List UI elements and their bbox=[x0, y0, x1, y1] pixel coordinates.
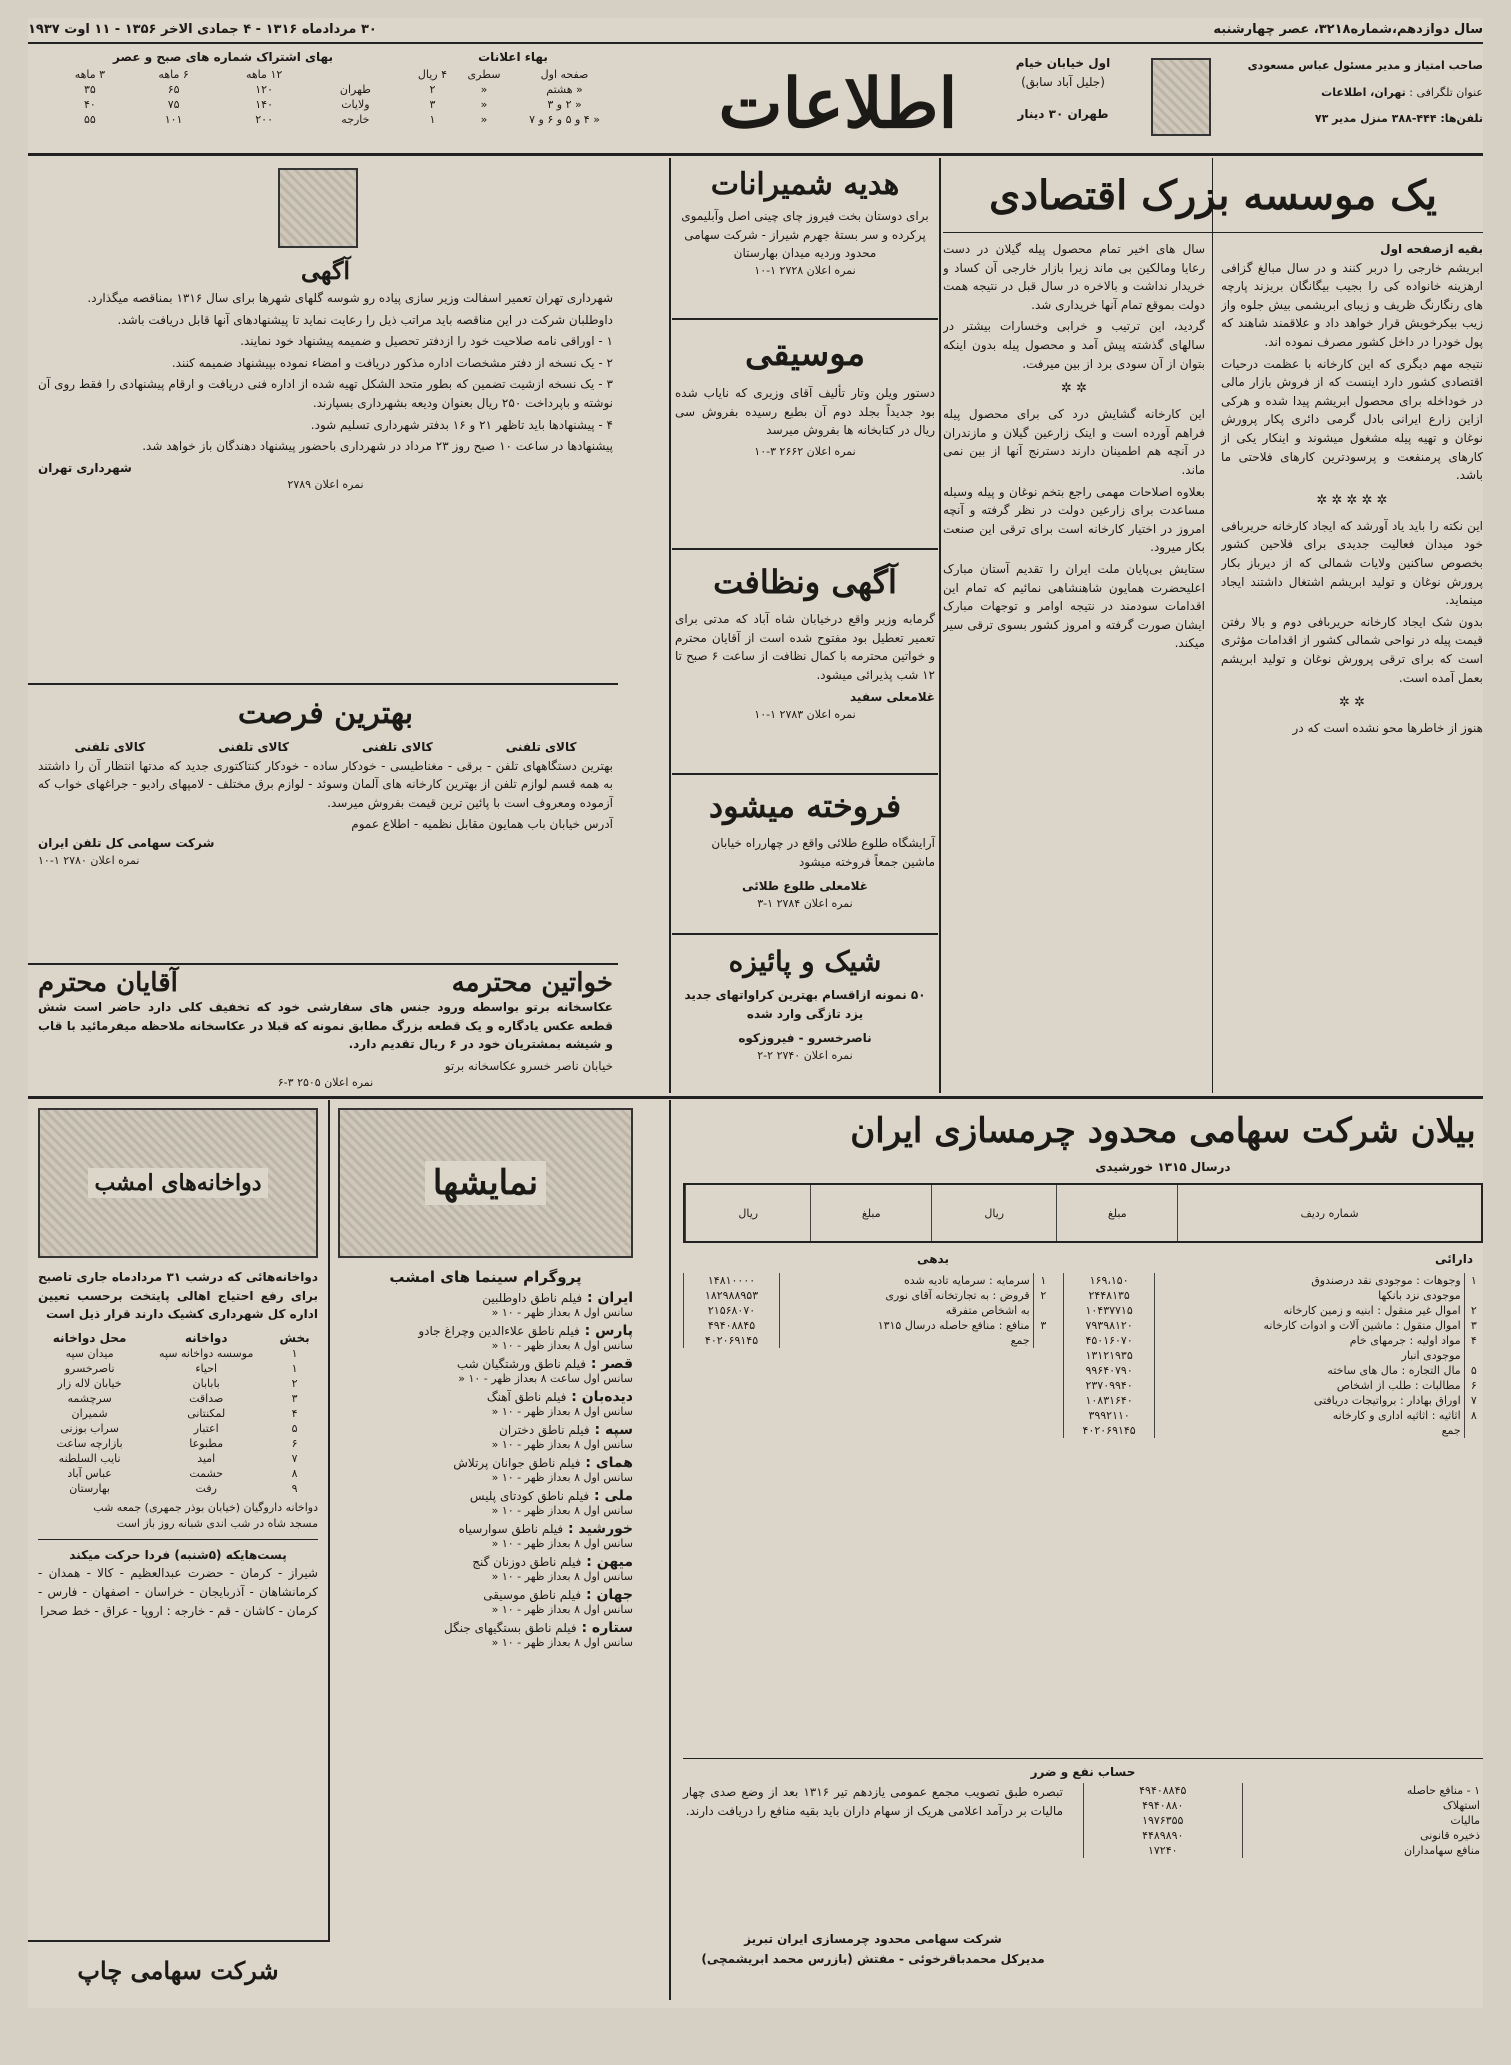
cinema-times: سانس اول ۸ بعداز ظهر - ۱۰ « bbox=[491, 1603, 633, 1616]
pharmacy-cell: ناصرخسرو bbox=[64, 1361, 115, 1375]
cinema-name: سپه : bbox=[589, 1422, 633, 1438]
row-number: ۲ bbox=[1033, 1288, 1053, 1303]
pharmacy-header bbox=[38, 1330, 318, 1346]
row-amount: ۱۳۱۲۱۹۳۵ bbox=[1064, 1348, 1155, 1363]
pharmacy-cell: سرچشمه bbox=[67, 1391, 112, 1405]
cinema-program: پروگرام سینما های امشب ایران : فیلم ناطق داوطلبین سانس اول ۸ بعداز ظهر - ۱۰ « پارس : فیلم ناطق علاءالدین وچراغ جادو سانس اول ۸ بعداز ظهر - ۱۰ « قصر : فیلم ناطق ورشتگیان شب سانس اول ساعت ۸ بعداز ظهر - ۱۰ « دیده‌بان : فیلم ناطق آهنگ سانس اول ۸ بعداز ظهر - ۱۰ « سپه : فیلم ناطق دختران سانس اول ۸ بعداز ظهر - ۱۰ « همای : فیلم ناطق جوانان پرتلاش سانس اول ۸ بعداز ظهر - ۱۰ « ملی : فیلم ناطق کودتای پلیس سانس اول ۸ بعداز ظهر - ۱۰ « خورشید : فیلم ناطق سوارسیاه سانس اول ۸ بعداز ظهر - ۱۰ « میهن : فیلم ناطق دوزنان گنج سانس اول ۸ بعداز ظهر - ۱۰ « جهان : فیلم ناطق موسیقی سانس اول ۸ بعداز ظهر - ۱۰ « ستاره : فیلم ناطق بستگیهای جنگل سانس اول ۸ بعداز ظهر - ۱۰ « bbox=[338, 1268, 633, 1988]
subscription-table: بهای اشتراک شماره های صبح و عصر ۱۲ ماهه ۶ ماهه ۳ ماهه طهران ۱۲۰ ۶۵ ۳۵ ولایات ۱۴۰ ۷۵ ۴۰ خارجه ۲۰۰ ۱۰۱ ۵۵ bbox=[74, 50, 371, 126]
cinema-film: فیلم ناطق ورشتگیان شب bbox=[456, 1357, 586, 1371]
cinema-entry bbox=[338, 1488, 633, 1517]
balance-row bbox=[684, 1333, 1054, 1348]
pl-label: ذخیره قانونی bbox=[1242, 1828, 1483, 1843]
pharmacy-header-cell: دواخانه bbox=[184, 1330, 228, 1345]
pharmacy-cell: اعتبار bbox=[193, 1421, 219, 1435]
pl-amount: ۴۹۴۰۸۸۰ bbox=[1084, 1798, 1243, 1813]
balance-row bbox=[684, 1288, 1054, 1303]
pharmacy-row bbox=[38, 1376, 318, 1391]
assets-table bbox=[1063, 1273, 1483, 1438]
pl-table bbox=[1083, 1783, 1483, 1858]
pharmacy-cell: ۶ bbox=[291, 1436, 298, 1450]
row-label: اموال منقول : ماشین آلات و ادوات کارخانه bbox=[1155, 1318, 1464, 1333]
cinema-times: سانس اول ۸ بعداز ظهر - ۱۰ « bbox=[491, 1438, 633, 1451]
pharmacy-row bbox=[38, 1481, 318, 1496]
row-number: ۷ bbox=[1464, 1393, 1483, 1408]
cinema-entry bbox=[338, 1323, 633, 1352]
row-number: ۲ bbox=[1464, 1303, 1483, 1318]
row-label: اثاثیه : اثاثیه اداری و کارخانه bbox=[1155, 1408, 1464, 1423]
cinema-illustration: نمایشها bbox=[338, 1108, 633, 1258]
ad-forookhteh: فروخته میشود آرایشگاه طلوع طلائی واقع در چهارراه خیابان ماشین جمعاً فروخته میشود غلامعلی طلوع طلائی نمره اعلان ۲۷۸۴ ۱-۳ bbox=[708, 787, 935, 910]
balance-subtitle: درسال ۱۳۱۵ خورشیدی bbox=[1095, 1160, 1231, 1174]
cinema-film: فیلم ناطق علاءالدین وچراغ جادو bbox=[418, 1324, 580, 1338]
pl-amount: ۴۴۸۹۸۹۰ bbox=[1084, 1828, 1243, 1843]
row-amount: ۱۸۲۹۸۸۹۵۳ bbox=[684, 1288, 780, 1303]
cinema-film: فیلم ناطق کودتای پلیس bbox=[469, 1489, 590, 1503]
pl-note: تبصره طبق تصویب مجمع عمومی یازدهم تیر ۱۳۱۶ بعد از وضع صدی چهار مالیات بر درآمد اعلامی هریک از سهام داران باید بقیه منافع را دریافت دارند. bbox=[683, 1785, 1064, 1818]
cinema-film: فیلم ناطق آهنگ bbox=[486, 1390, 567, 1404]
pl-row bbox=[1084, 1798, 1484, 1813]
row-label: اوراق بهادار : برواتیجات دریافتی bbox=[1155, 1393, 1464, 1408]
pl-row bbox=[1084, 1828, 1484, 1843]
footer-ad: شرکت سهامی چاپ bbox=[77, 1956, 279, 1985]
pharmacy-block: دواخانه‌هائی که درشب ۳۱ مردادماه جاری تاصبح برای رفع احتیاج اهالی پایتخت برحسب تعیین اداره کل شهرداری کشیک دارند قرار ذیل است بخش دواخانه محل دواخانه ۱ موسسه دواخانه سپه میدان سپه ۱ احیاء ناصرخسرو ۲ بابابان خیابان لاله زار ۳ صداقت سرچشمه ۴ لمکنتانی شمیران ۵ اعتبار سراب بوزنی ۶ مطبوعا بازارچه ساعت ۷ امید نایب السلطنه ۸ حشمت عباس آباد ۹ رفت بهارستان دواخانه داروگیان (خیابان بوذر جمهری) جمعه شب مسجد شاه در شب اندی شبانه روز باز است پست‌هایکه (۵شنبه) فردا حرکت میکند شیراز - کرمان - حضرت عبدالعظیم - کالا - همدان - کرمانشاهان - آذربایجان - خراسان - اصفهان - فارس - کرمان - کاشان - قم - خارجه : اروپا - عراق - خط صحرا bbox=[38, 1270, 318, 1618]
balance-header: شماره ردیف مبلغ ریال مبلغ ریال bbox=[683, 1183, 1483, 1243]
row-number bbox=[1033, 1303, 1053, 1318]
cinema-film: فیلم ناطق دوزنان گنج bbox=[472, 1555, 582, 1569]
row-amount: ۲۴۴۸۱۳۵ bbox=[1064, 1288, 1155, 1303]
row-label: سرمایه : سرمایه تادیه شده bbox=[780, 1273, 1034, 1288]
address-block: اول خیابان خیام (جلیل آباد سابق) طهران ۳۰ دینار bbox=[1015, 56, 1111, 122]
balance-row bbox=[1064, 1393, 1484, 1408]
row-number bbox=[1464, 1348, 1483, 1363]
ad-musighi: موسیقی دستور ویلن وتار تألیف آقای وزیری که نایاب شده بود جدیداً بجلد دوم آن بطبع رسیده بفروش سی ریال در کتابخانه ها بفروش میرسد نمره اعلان ۲۶۶۲ ۳-۱۰ bbox=[675, 334, 935, 458]
balance-row bbox=[1064, 1363, 1484, 1378]
row-label: جمع bbox=[780, 1333, 1034, 1348]
pharmacy-cell: سراب بوزنی bbox=[60, 1421, 119, 1435]
pl-title: حساب نفع و ضرر bbox=[1030, 1765, 1136, 1779]
date-line: ۳۰ مردادماه ۱۳۱۶ - ۴ جمادی الاخر ۱۳۵۶ - ۱۱ اوت ۱۹۳۷ bbox=[28, 22, 377, 37]
cinema-times: سانس اول ۸ بعداز ظهر - ۱۰ « bbox=[491, 1570, 633, 1583]
row-number: ۱ bbox=[1464, 1273, 1483, 1288]
pharmacy-cell: صداقت bbox=[189, 1391, 224, 1405]
pharmacy-cell: خیابان لاله زار bbox=[57, 1376, 122, 1390]
cinema-entry bbox=[338, 1422, 633, 1451]
pharmacy-cell: موسسه دواخانه سپه bbox=[159, 1346, 254, 1360]
row-amount: ۴۰۲۰۶۹۱۴۵ bbox=[684, 1333, 780, 1348]
pl-amount: ۱۷۲۴۰ bbox=[1084, 1843, 1243, 1858]
pharmacy-cell: بابابان bbox=[192, 1376, 220, 1390]
row-amount: ۴۰۲۰۶۹۱۴۵ bbox=[1064, 1423, 1155, 1438]
row-number: ۴ bbox=[1464, 1333, 1483, 1348]
cinema-entry bbox=[338, 1455, 633, 1484]
cinema-times: سانس اول ساعت ۸ بعداز ظهر - ۱۰ « bbox=[458, 1372, 633, 1385]
row-label: به اشخاص متفرقه bbox=[780, 1303, 1034, 1318]
pharmacy-cell: ۷ bbox=[291, 1451, 298, 1465]
pl-label: ۱ - منافع حاصله bbox=[1242, 1783, 1483, 1798]
balance-row bbox=[1064, 1348, 1484, 1363]
row-label: موجودی نزد بانکها bbox=[1155, 1288, 1464, 1303]
pharmacy-cell: مطبوعا bbox=[189, 1436, 224, 1450]
pharmacy-cell: عباس آباد bbox=[67, 1466, 112, 1480]
cinema-film: فیلم ناطق موسیقی bbox=[483, 1588, 582, 1602]
row-amount: ۱۰۴۳۷۷۱۵ bbox=[1064, 1303, 1155, 1318]
cinema-entry bbox=[338, 1290, 633, 1319]
pharmacy-cell: ۳ bbox=[291, 1391, 298, 1405]
row-label: مال التجاره : مال های ساخته bbox=[1155, 1363, 1464, 1378]
pharmacy-cell: امید bbox=[197, 1451, 216, 1465]
debit-label: بدهی bbox=[917, 1252, 949, 1266]
pharmacy-header-cell: بخش bbox=[279, 1330, 310, 1345]
balance-row bbox=[684, 1273, 1054, 1288]
cinema-name: قصر : bbox=[585, 1356, 633, 1372]
pharmacy-cell: لمکنتانی bbox=[187, 1406, 226, 1420]
pharmacy-cell: بهارستان bbox=[69, 1481, 110, 1495]
pl-row bbox=[1084, 1843, 1484, 1858]
row-label: مواد اولیه : جرمهای خام bbox=[1155, 1333, 1464, 1348]
row-amount: ۴۵۰۱۶۰۷۰ bbox=[1064, 1333, 1155, 1348]
cinema-name: پارس : bbox=[579, 1323, 633, 1339]
newspaper-page bbox=[28, 18, 1483, 2008]
cinema-entry bbox=[338, 1356, 633, 1385]
pharmacy-cell: ۱ bbox=[291, 1361, 298, 1375]
row-amount: ۴۹۴۰۸۸۴۵ bbox=[684, 1318, 780, 1333]
row-number: ۳ bbox=[1464, 1318, 1483, 1333]
pharmacy-row bbox=[38, 1466, 318, 1481]
emblem bbox=[1151, 58, 1211, 136]
pharmacy-cell: ۵ bbox=[291, 1421, 298, 1435]
row-label: قروض : به تجارتخانه آقای نوری bbox=[780, 1288, 1034, 1303]
cinema-name: دیده‌بان : bbox=[566, 1389, 633, 1405]
cinema-film: فیلم ناطق سوارسیاه bbox=[458, 1522, 564, 1536]
cinema-entry bbox=[338, 1587, 633, 1616]
balance-signature-1: شرکت سهامی محدود چرمسازی ایران تبریز bbox=[744, 1932, 1002, 1946]
row-label: وجوهات : موجودی نقد درصندوق bbox=[1155, 1273, 1464, 1288]
cinema-entry bbox=[338, 1521, 633, 1550]
pl-label: استهلاک bbox=[1242, 1798, 1483, 1813]
row-number: ۵ bbox=[1464, 1363, 1483, 1378]
cinema-name: جهان : bbox=[581, 1587, 633, 1603]
cinema-name: ملی : bbox=[589, 1488, 633, 1504]
balance-signature-2: مدیرکل محمدباقرخوئی - مفتش (بازرس محمد ابریشمچی) bbox=[701, 1952, 1045, 1966]
ad-shik: شیک و پائیزه ۵۰ نمونه ازاقسام بهترین کراواتهای جدید یزد تازگی وارد شده ناصرخسرو - فیروزکوه نمره اعلان ۲۷۴۰ ۲-۲ bbox=[684, 945, 926, 1062]
ad-nezafat: آگهی ونظافت گرمابه وزیر واقع درخیابان شاه آباد که مدتی برای تعمیر تعطیل بود مفتوح شده است از آقایان محترم و خواتین محترمه با کمال نظافت از ساعت ۶ صبح تا ۱۲ شب پذیرائی میشود. غلامعلی سفید نمره اعلان ۲۷۸۳ ۱-۱۰ bbox=[675, 563, 935, 721]
pharmacy-header-cell: محل دواخانه bbox=[52, 1330, 127, 1345]
cinema-entry bbox=[338, 1389, 633, 1418]
pharmacy-cell: ۲ bbox=[291, 1376, 298, 1390]
row-amount: ۱۶۹،۱۵۰ bbox=[1064, 1273, 1155, 1288]
pl-amount: ۴۹۴۰۸۸۴۵ bbox=[1084, 1783, 1243, 1798]
row-amount: ۱۰۸۳۱۶۴۰ bbox=[1064, 1393, 1155, 1408]
cinema-name: همای : bbox=[580, 1455, 633, 1471]
pharmacy-cell: ۸ bbox=[291, 1466, 298, 1480]
cinema-times: سانس اول ۸ بعداز ظهر - ۱۰ « bbox=[491, 1537, 633, 1550]
row-number: ۶ bbox=[1464, 1378, 1483, 1393]
cinema-film: فیلم ناطق دختران bbox=[499, 1423, 590, 1437]
pharmacy-cell: حشمت bbox=[189, 1466, 224, 1480]
row-amount: ۲۳۷۰۹۹۴۰ bbox=[1064, 1378, 1155, 1393]
cinema-name: میهن : bbox=[581, 1554, 633, 1570]
econ-col-right: بقیه ازصفحه اول ابریشم خارجی را دربر کنند و در سال مبالغ گزافی ارهزینه خانواده کی را بجیب بیگانگان بریزند پارچه های رنگارنگ ظریف و زیبای ابریشمی بیش جلوه واز زیب بیکرخویش قرار خواهد داد و علاقمند شاهند که پول خودرا در داخل کشور مصرف نموده اند. نتیجه مهم دیگری که این کارخانه با عظمت درحیات اقتصادی کشور دارد اینست که از فروش بازار مالی در خوداخله برای محصول ابریشم پیدا شده و هرکی ازاین زارع ایرانی بادل گرمی دائری پکار پرورش نوغان و تهیه پیله مشغول میشوند و اینکار یکی از کارهای پرمنفعت و پرسودترین کارهای فلاحتی ما باشد. ✲ ✲ ✲ ✲ ✲ این نکته را باید یاد آورشد که ایجاد کارخانه حریربافی خود میدان فعالیت جدیدی برای فلاحین کشور بخصوص ساکنین ولایات شمالی که از دیرباز بکار پرورش نوغان و تولید ابریشم اشتغال داشتند ایجاد مینماید. بدون شک ایجاد کارخانه حریربافی دوم و بالا رفتن قیمت پیله در نواحی شمالی کشور از اقدامات مؤثری است که برای ترقی پرورش نوغان و تولید ابریشم بعمل آمده است. ✲ ✲ هنوز از خاطرها محو نشده است که در bbox=[1221, 242, 1483, 736]
row-label: منافع : منافع حاصله درسال ۱۳۱۵ bbox=[780, 1318, 1034, 1333]
pharmacy-row bbox=[38, 1421, 318, 1436]
ad-khavatin: خواتین محترمه آقایان محترم عکاسخانه برتو بواسطه ورود جنس های سفارشی خود که تخفیف کلی دارد حاضر است شش قطعه عکس یادگاره و یک قطعه بزرگ مطابق نمونه که قبلا در عکاسخانه ملاحظه میفرمائید با قاب و شیشه بمشتریان خود در ۶ ریال تقدیم دارد. خیابان ناصر خسرو عکاسخانه برتو نمره اعلان ۲۵۰۵ ۳-۶ bbox=[38, 968, 613, 1090]
pl-label: مالیات bbox=[1242, 1813, 1483, 1828]
cinema-film: فیلم ناطق داوطلبین bbox=[482, 1291, 583, 1305]
ads-price-table: بهاء اعلانات صفحه اول سطری ۴ ریال « هشتم « ۲ « ۲ و ۳ « ۳ « ۴ و ۵ و ۶ و ۷ « ۱ bbox=[417, 50, 600, 126]
cinema-times: سانس اول ۸ بعداز ظهر - ۱۰ « bbox=[491, 1636, 633, 1649]
owner-block: صاحب امتیاز و مدیر مسئول عباس مسعودی عنوان تلگرافی : تهران، اطلاعات تلفن‌ها: ۴۴۴-۳۸۸ منزل مدیر ۷۳ bbox=[1247, 59, 1483, 125]
cinema-times: سانس اول ۸ بعداز ظهر - ۱۰ « bbox=[491, 1306, 633, 1319]
pharmacy-row bbox=[38, 1436, 318, 1451]
row-amount: ۹۹۶۴۰۷۹۰ bbox=[1064, 1363, 1155, 1378]
balance-row bbox=[1064, 1288, 1484, 1303]
row-number: ۸ bbox=[1464, 1408, 1483, 1423]
row-number: ۱ bbox=[1033, 1273, 1053, 1288]
row-label: مطالبات : طلب از اشخاص bbox=[1155, 1378, 1464, 1393]
pharmacy-row bbox=[38, 1391, 318, 1406]
row-label: اموال غیر منقول : ابنیه و زمین کارخانه bbox=[1155, 1303, 1464, 1318]
cinema-times: سانس اول ۸ بعداز ظهر - ۱۰ « bbox=[491, 1471, 633, 1484]
cinema-name: ایران : bbox=[582, 1290, 633, 1306]
pharmacy-cell: شمیران bbox=[71, 1406, 108, 1420]
cinema-times: سانس اول ۸ بعداز ظهر - ۱۰ « bbox=[491, 1504, 633, 1517]
row-amount: ۳۹۹۲۱۱۰ bbox=[1064, 1408, 1155, 1423]
balance-row bbox=[1064, 1273, 1484, 1288]
row-amount: ۲۱۵۶۸۰۷۰ bbox=[684, 1303, 780, 1318]
cinema-times: سانس اول ۸ بعداز ظهر - ۱۰ « bbox=[491, 1339, 633, 1352]
cinema-entry bbox=[338, 1554, 633, 1583]
balance-title: بیلان شرکت سهامی محدود چرمسازی ایران bbox=[850, 1111, 1476, 1151]
pl-amount: ۱۹۷۶۳۵۵ bbox=[1084, 1813, 1243, 1828]
balance-row bbox=[1064, 1303, 1484, 1318]
balance-row bbox=[684, 1303, 1054, 1318]
balance-row bbox=[1064, 1423, 1484, 1438]
balance-row bbox=[1064, 1333, 1484, 1348]
row-amount: ۷۹۳۹۸۱۲۰ bbox=[1064, 1318, 1155, 1333]
liabilities-table bbox=[683, 1273, 1053, 1348]
pharmacy-cell: ۱ bbox=[291, 1346, 298, 1360]
pharmacy-cell: ۴ bbox=[291, 1406, 298, 1420]
balance-row bbox=[684, 1318, 1054, 1333]
row-number bbox=[1464, 1423, 1483, 1438]
cinema-film: فیلم ناطق بستگیهای جنگل bbox=[444, 1621, 577, 1635]
pharmacy-cell: نایب السلطنه bbox=[58, 1451, 121, 1465]
row-number: ۳ bbox=[1033, 1318, 1053, 1333]
pharmacy-cell: احیاء bbox=[195, 1361, 218, 1375]
ad-agahi: آگهی شهرداری تهران تعمیر اسفالت وزیر سازی پیاده رو شوسه گلهای شهرها برای سال ۱۳۱۶ بمناقصه میگذارد. داوطلبان شرکت در این مناقصه باید مراتب ذیل را رعایت نماید تا پیشنهادهای آنها قابل دریافت باشد. ۱ - اوراقی نامه صلاحیت خود را ازدفتر تحصیل و ضمیمه پیشنهاد خود نمایند. ۲ - یک نسخه از دفتر مشخصات اداره مذکور دریافت و امضاء نموده بپیشنهاد ضمیمه کنند. ۳ - یک نسخه ازشیت تضمین که بطور متحد الشکل تهیه شده از اداره فنی دریافت و ارقام پیشنهادی را فقط روی آن نوشته و باپرداخت ۲۵۰ ریال بعنوان ودیعه بشهرداری بسپارند. ۴ - پیشنهادها باید تاظهر ۲۱ و ۱۶ بدفتر شهرداری تسلیم شود. پیشنهادها در ساعت ۱۰ صبح روز ۲۳ مرداد در شهرداری باحضور پیشنهاد دهندگان باز خواهد شد. شهرداری تهران نمره اعلان ۲۷۸۹ bbox=[38, 256, 613, 492]
pharmacy-cell: ۹ bbox=[291, 1481, 298, 1495]
row-number bbox=[1033, 1333, 1053, 1348]
pharmacy-cell: رفت bbox=[195, 1481, 217, 1495]
pharmacy-row bbox=[38, 1361, 318, 1376]
row-label: موجودی انبار bbox=[1155, 1348, 1464, 1363]
ad-hedieh: هدیه شمیرانات برای دوستان بخت فیروز چای چینی اصل وآبلیموی پرکرده و سر بستهٔ جهرم شیراز - شرکت سهامی محدود وردیه میدان بهارستان نمره اعلان ۲۷۲۸ ۱-۱۰ bbox=[681, 167, 929, 277]
row-label: جمع bbox=[1155, 1423, 1464, 1438]
cinema-film: فیلم ناطق جوانان پرتلاش bbox=[453, 1456, 581, 1470]
pharmacy-row bbox=[38, 1406, 318, 1421]
cinema-name: خورشید : bbox=[563, 1521, 633, 1537]
pharmacy-cell: بازارچه ساعت bbox=[56, 1436, 123, 1450]
row-amount: ۱۴۸۱۰۰۰۰ bbox=[684, 1273, 780, 1288]
newspaper-logo: اطلاعات bbox=[718, 64, 958, 144]
municipality-emblem bbox=[278, 168, 358, 248]
balance-row bbox=[1064, 1378, 1484, 1393]
econ-col-left: سال های اخیر تمام محصول پیله گیلان در دست رعایا ومالکین بی ماند زیرا بازار خارجی آن کساد و خریدار نداشت و بالاخره در سال قبل در نتیجه همت دولت بموقع تمام آنها خریداری شد. گردید، این ترتیب و خرابی وخسارات بیشتر در سالهای گذشته پیش آمد و محصول پیله بدون اینکه بتوان از آن سودی برد از بین میرفت. ✲ ✲ این کارخانه گشایش درد کی برای محصول پیله فراهم آورده است و اینک زارعین گیلان و مازندران در آنچه هم اطمینان دارند دسترنج آنها از بین نمی ماند. بعلاوه اصلاحات مهمی راجع بتخم نوغان و پیله وسیله مساعدت برای زارعین دولت در نظر گرفته و آنچه امروز در اختیار کارخانه است برای ترقی این صنعت بکار میرود. ستایش بی‌پایان ملت ایران را تقدیم آستان مبارک اعلیحضرت همایون شاهنشاهی نمائیم که تمام این اقدامات سودمند در نتیجه اوامر و توجهات مبارک ایشان صورت گرفته و امروز کشور بسوی ترقی سیر میکند. bbox=[943, 242, 1205, 651]
issue-line: سال دوازدهم،شماره۳۲۱۸، عصر چهارشنبه bbox=[1213, 22, 1483, 37]
cinema-name: ستاره : bbox=[576, 1620, 633, 1636]
pl-row bbox=[1084, 1813, 1484, 1828]
pl-label: منافع سهامداران bbox=[1242, 1843, 1483, 1858]
balance-row bbox=[1064, 1408, 1484, 1423]
credit-label: دارائی bbox=[1435, 1252, 1473, 1266]
pharmacy-row bbox=[38, 1346, 318, 1361]
pl-row bbox=[1084, 1783, 1484, 1798]
cinema-times: سانس اول ۸ بعداز ظهر - ۱۰ « bbox=[491, 1405, 633, 1418]
balance-row bbox=[1064, 1318, 1484, 1333]
pharmacy-cell: میدان سپه bbox=[65, 1346, 114, 1360]
cinema-entry bbox=[338, 1620, 633, 1649]
pharmacy-row bbox=[38, 1451, 318, 1466]
ad-behtarin: بهترین فرصت کالای تلفنی کالای تلفنی کالای تلفنی کالای تلفنی بهترین دستگاههای تلفن - برقی - مغناطیسی - خودکار ساده - خودکار کنتاکتوری جدید که مدتها انتظار آن را داشتند به همه قسم لوازم تلفن از بهترین کارخانه های آلمان وسوئد - لوازم برق مختلف - لامپهای رادیو - جراغهای خواب که آزموده ومعروف است با پائین ترین قیمت بفروش میرسد. آدرس خیابان باب همایون مقابل نظمیه - اطلاع عموم شرکت سهامی کل تلفن ایران نمره اعلان ۲۷۸۰ ۱-۱۰ bbox=[38, 696, 613, 867]
row-number bbox=[1464, 1288, 1483, 1303]
pharmacy-illustration: دواخانه‌های امشب bbox=[38, 1108, 318, 1258]
econ-headline: یک موسسه بزرک اقتصادی bbox=[988, 172, 1438, 219]
